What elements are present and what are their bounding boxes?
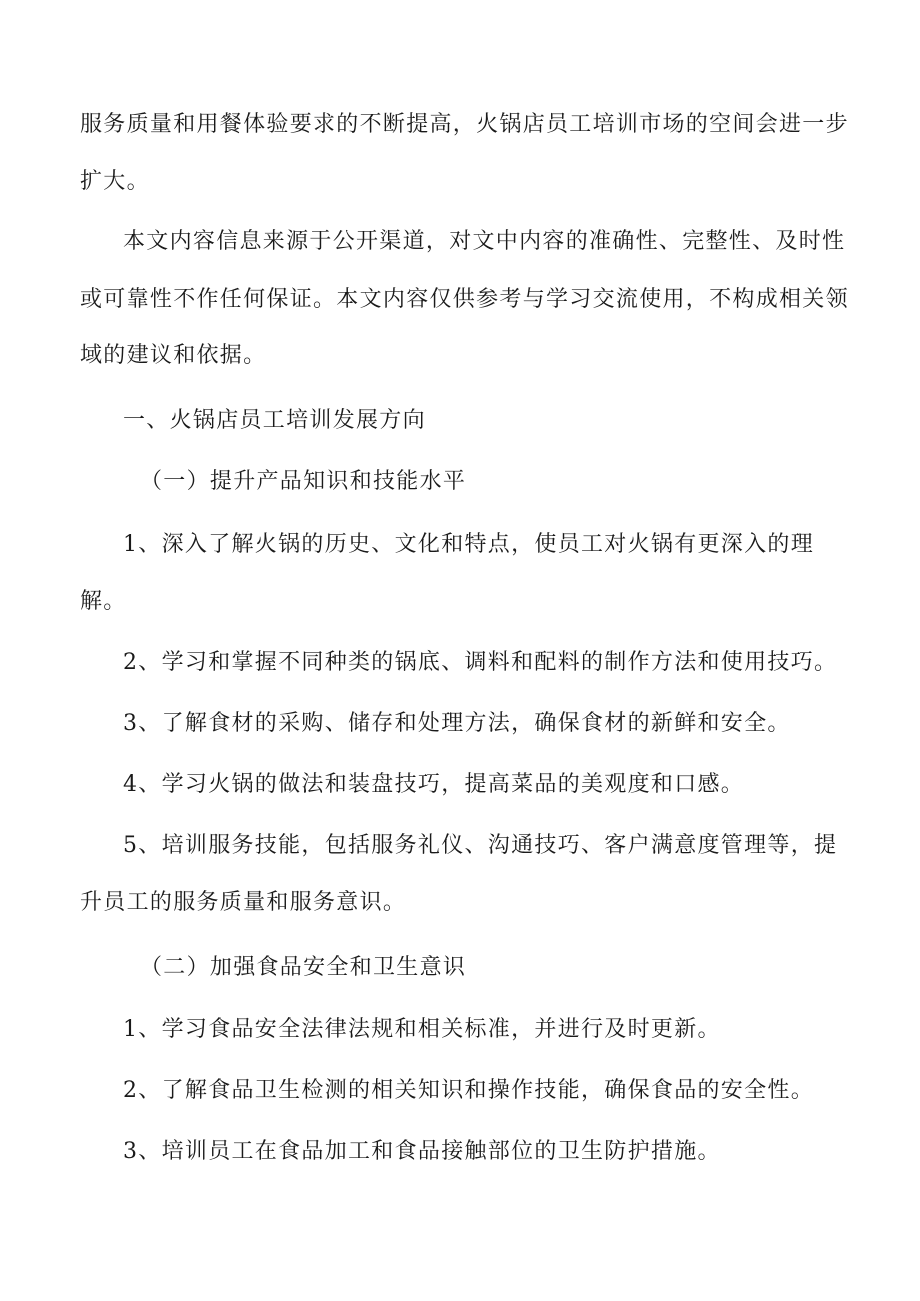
list-item-1-1-line-1: 1、深入了解火锅的历史、文化和特点，使员工对火锅有更深入的理 — [123, 532, 814, 557]
paragraph-intro-line-1: 服务质量和用餐体验要求的不断提高，火锅店员工培训市场的空间会进一步 — [80, 112, 849, 137]
paragraph-disclaimer-line-3: 域的建议和依据。 — [80, 343, 267, 368]
paragraph-intro-line-2: 扩大。 — [80, 169, 150, 194]
list-item-2-2: 2、了解食品卫生检测的相关知识和操作技能，确保食品的安全性。 — [123, 1078, 814, 1103]
list-item-2-3: 3、培训员工在食品加工和食品接触部位的卫生防护措施。 — [123, 1139, 721, 1164]
paragraph-disclaimer-line-2: 或可靠性不作任何保证。本文内容仅供参考与学习交流使用，不构成相关领 — [80, 287, 849, 312]
list-item-1-5-line-1: 5、培训服务技能，包括服务礼仪、沟通技巧、客户满意度管理等，提 — [123, 833, 838, 858]
list-item-1-3: 3、了解食材的采购、储存和处理方法，确保食材的新鲜和安全。 — [123, 711, 791, 736]
subsection-heading-1: （一）提升产品知识和技能水平 — [140, 469, 467, 494]
list-item-1-1-line-2: 解。 — [80, 589, 127, 614]
list-item-2-1: 1、学习食品安全法律法规和相关标准，并进行及时更新。 — [123, 1017, 721, 1042]
list-item-1-2: 2、学习和掌握不同种类的锅底、调料和配料的制作方法和使用技巧。 — [123, 650, 838, 675]
section-heading: 一、火锅店员工培训发展方向 — [123, 408, 426, 433]
subsection-heading-2: （二）加强食品安全和卫生意识 — [140, 955, 467, 980]
list-item-1-5-line-2: 升员工的服务质量和服务意识。 — [80, 890, 407, 915]
list-item-1-4: 4、学习火锅的做法和装盘技巧，提高菜品的美观度和口感。 — [123, 772, 745, 797]
paragraph-disclaimer-line-1: 本文内容信息来源于公开渠道，对文中内容的准确性、完整性、及时性 — [123, 229, 846, 254]
